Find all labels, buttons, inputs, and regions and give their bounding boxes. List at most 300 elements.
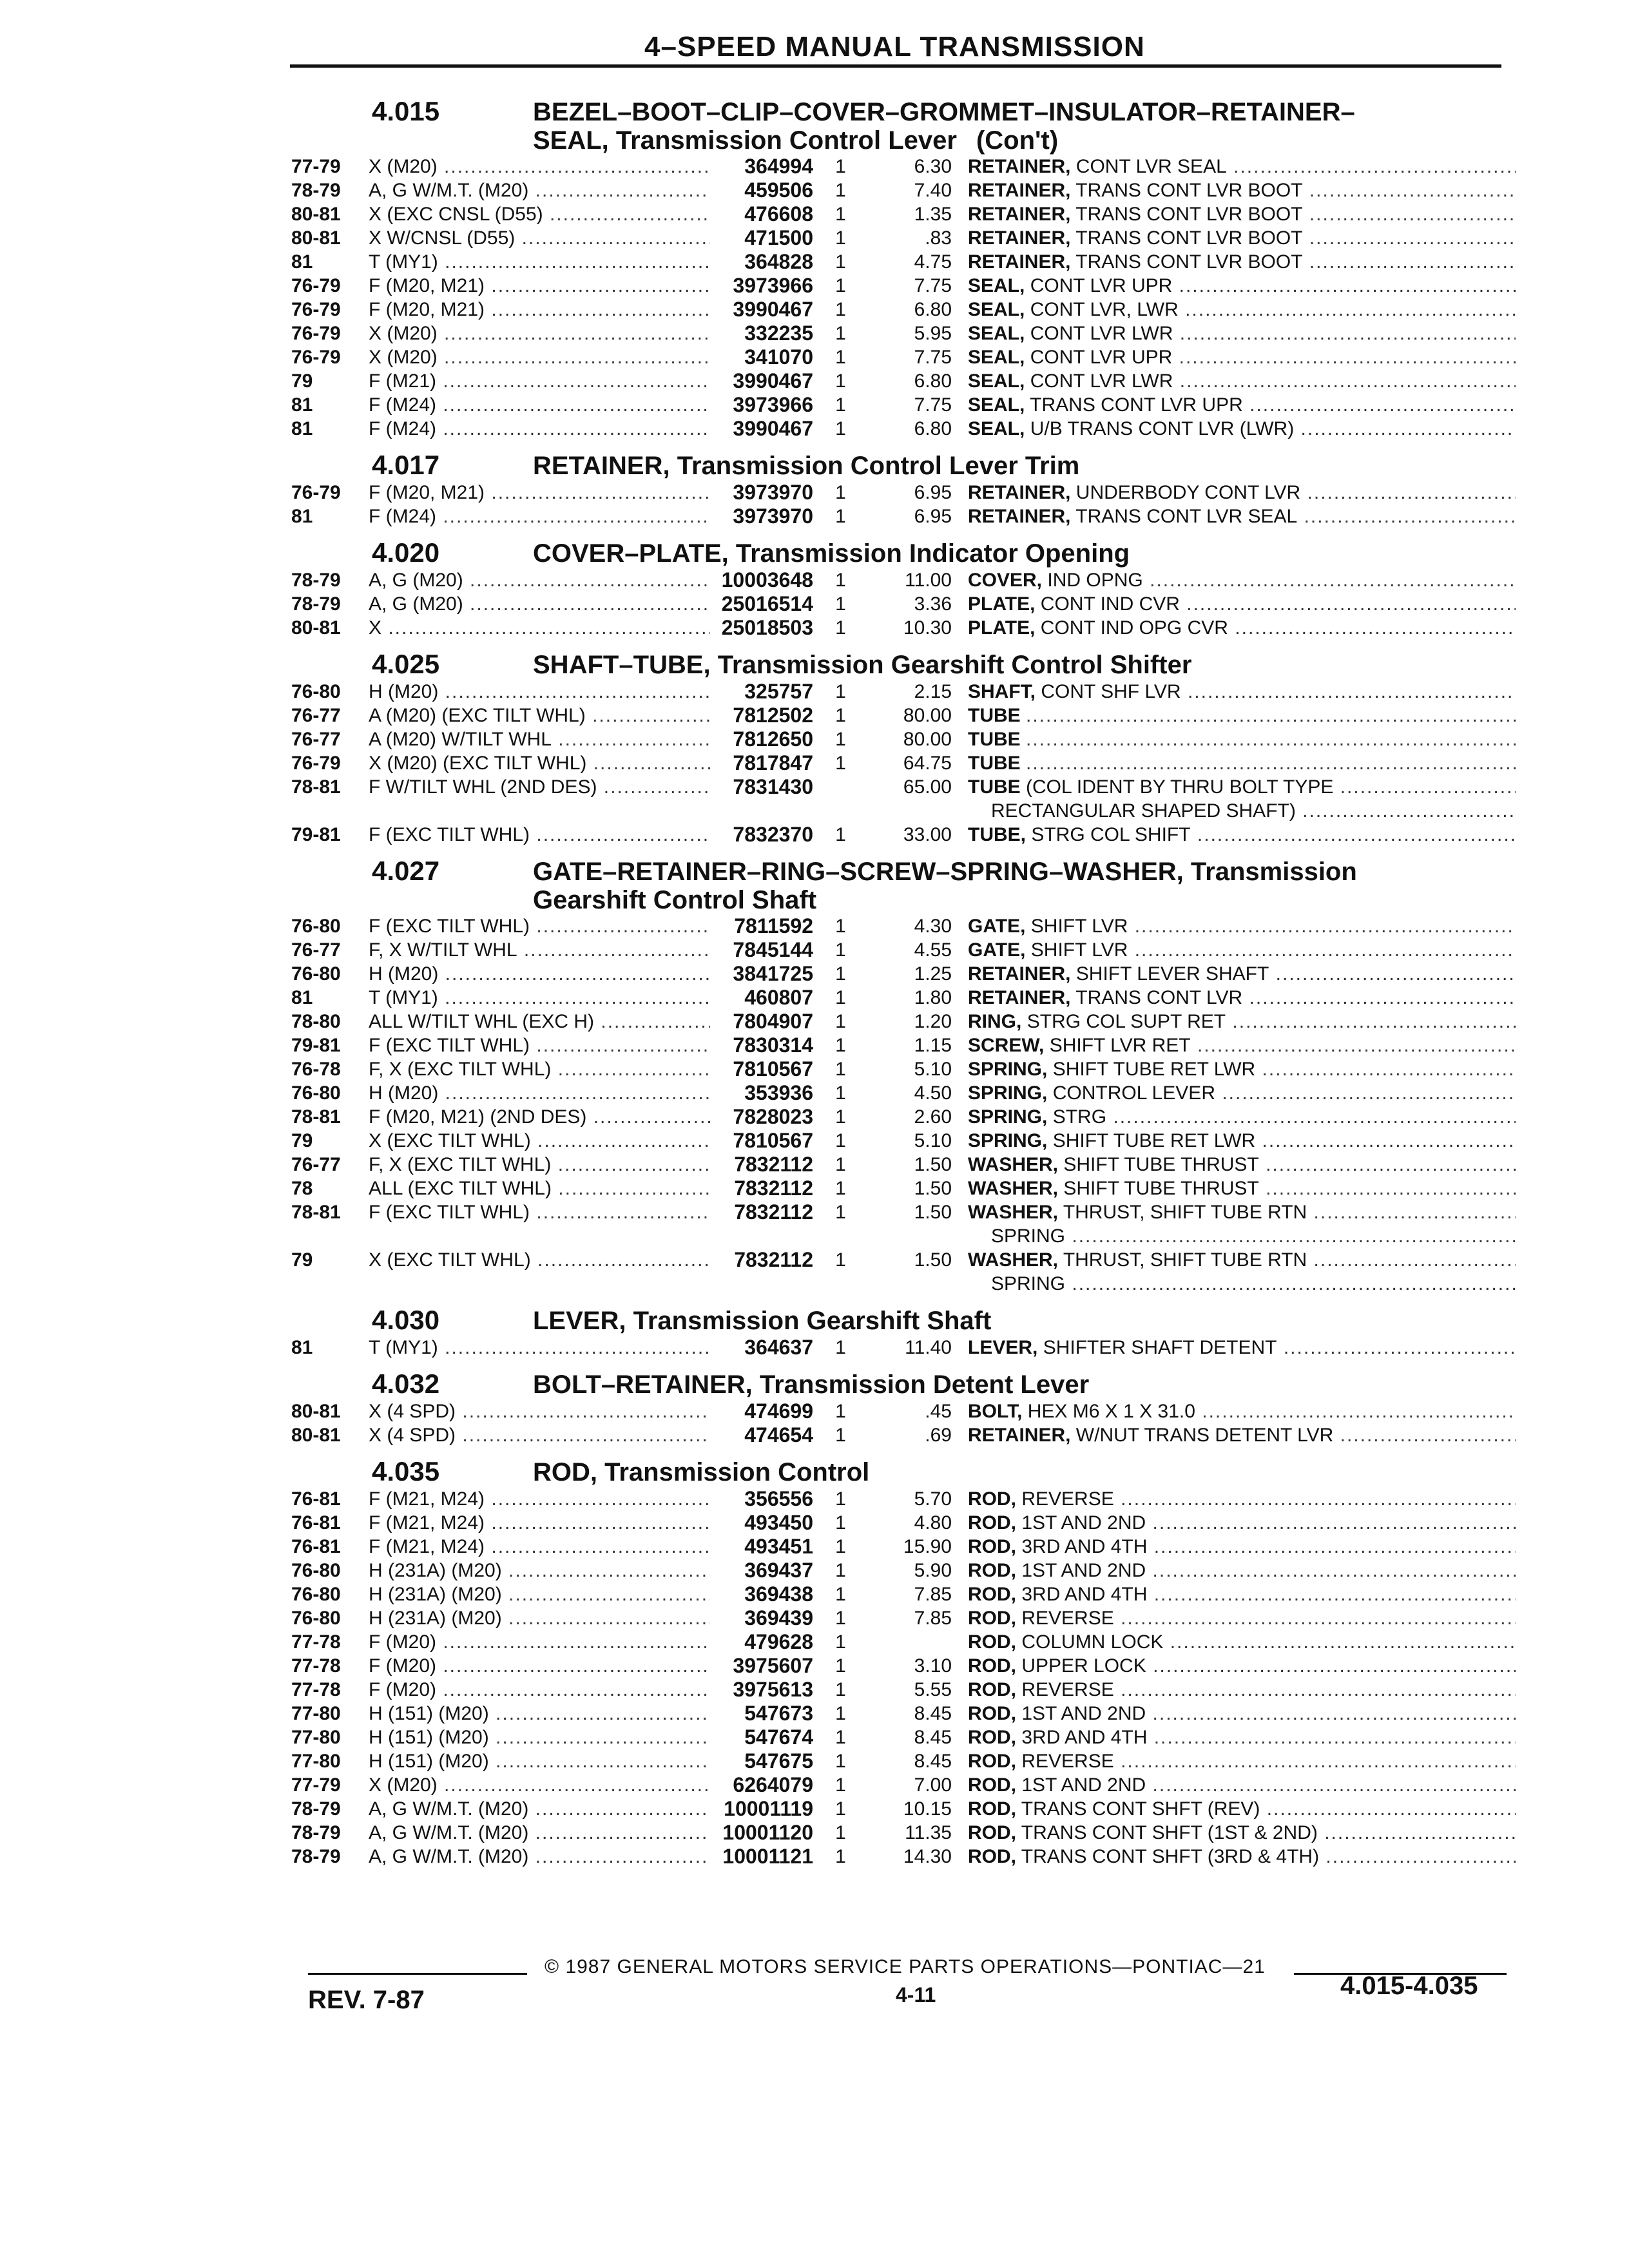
description-keyword: ROD, — [968, 1822, 1016, 1843]
section-4-015 — [291, 96, 1516, 441]
application: F (M24) ..... — [369, 505, 710, 528]
part-number: 369437 — [744, 1559, 813, 1582]
description-detail: UNDERBODY CONT LVR ..... — [1076, 482, 1516, 503]
price: 7.75 — [914, 347, 952, 368]
table-row — [291, 1821, 1516, 1845]
section-4-020 — [291, 537, 1516, 640]
price: 6.80 — [914, 418, 952, 439]
application: F (M21, M24) ..... — [369, 1535, 710, 1559]
quantity: 1 — [835, 1631, 846, 1653]
description-keyword: ROD, — [968, 1774, 1016, 1796]
quantity: 1 — [835, 1106, 846, 1128]
table-row — [291, 1582, 1516, 1606]
description-keyword: ROD, — [968, 1655, 1016, 1677]
section-title-line — [533, 452, 1079, 480]
page-title: 4–SPEED MANUAL TRANSMISSION — [644, 31, 1145, 62]
description — [968, 1725, 1516, 1749]
model-years: 76-80 — [291, 681, 341, 702]
section-4-027 — [291, 856, 1516, 1296]
table-row — [291, 616, 1516, 640]
description — [968, 1105, 1516, 1129]
application: F (M20, M21) ..... — [369, 481, 710, 505]
section-subject: Transmission Gearshift Control Shifter — [717, 651, 1192, 679]
description-detail: 1ST AND 2ND ..... — [1021, 1703, 1516, 1724]
section-4-030 — [291, 1305, 1516, 1360]
section-number: 4.015 — [372, 96, 440, 126]
description-keyword: SPRING, — [968, 1082, 1048, 1104]
description-keyword: ROD, — [968, 1512, 1016, 1533]
application: F (EXC TILT WHL) ..... — [369, 823, 710, 847]
section-subject: Transmission Detent Lever — [759, 1370, 1090, 1399]
description-detail — [1026, 705, 1516, 726]
price: 5.70 — [914, 1488, 952, 1510]
description-keyword: TUBE — [968, 729, 1021, 750]
model-years: 76-80 — [291, 1560, 341, 1581]
model-years: 76-77 — [291, 705, 341, 726]
quantity: 1 — [835, 1536, 846, 1557]
model-years: 76-79 — [291, 347, 341, 368]
quantity: 1 — [835, 570, 846, 591]
copyright-notice: © 1987 GENERAL MOTORS SERVICE PARTS OPERATIONS—PONTIAC—21 — [545, 1956, 1266, 1977]
price: 3.10 — [914, 1655, 952, 1677]
model-years: 76-80 — [291, 963, 341, 985]
description-detail: THRUST, SHIFT TUBE RTN ..... — [1063, 1202, 1516, 1223]
description — [968, 250, 1516, 274]
application: F (EXC TILT WHL) ..... — [369, 1033, 710, 1057]
description-keyword: WASHER, — [968, 1202, 1059, 1223]
model-years: 79-81 — [291, 1035, 341, 1056]
description — [968, 1702, 1516, 1725]
continued-label: (Con't) — [976, 126, 1059, 155]
model-years: 77-80 — [291, 1727, 341, 1748]
description-keyword: SEAL, — [968, 299, 1025, 320]
table-row — [291, 1511, 1516, 1535]
description — [968, 322, 1516, 345]
price: 7.75 — [914, 394, 952, 416]
description-detail: TRANS CONT LVR BOOT ..... — [1075, 251, 1516, 273]
description-keyword: ROD, — [968, 1798, 1016, 1820]
table-row — [291, 775, 1516, 823]
description-detail: SHIFT LVR ..... — [1031, 916, 1516, 937]
price: 11.40 — [905, 1337, 952, 1358]
section-title-line — [533, 1370, 1089, 1399]
section-key-parts: LEVER, — [533, 1307, 626, 1335]
model-years: 78-81 — [291, 1202, 341, 1223]
quantity: 1 — [835, 394, 846, 416]
table-row — [291, 1797, 1516, 1821]
section-title-line — [533, 539, 1130, 568]
section-number: 4.017 — [372, 450, 440, 480]
model-years: 81 — [291, 1337, 313, 1358]
part-number: 7828023 — [733, 1105, 813, 1128]
model-years: 78-81 — [291, 1106, 341, 1128]
table-row — [291, 1702, 1516, 1725]
description-detail: SHIFT LVR ..... — [1031, 939, 1516, 961]
description-keyword: GATE, — [968, 916, 1026, 937]
quantity: 1 — [835, 1130, 846, 1151]
table-row — [291, 1535, 1516, 1559]
model-years: 77-79 — [291, 1774, 341, 1796]
table-row — [291, 1200, 1516, 1248]
quantity: 1 — [835, 1488, 846, 1510]
price: 10.30 — [903, 617, 952, 639]
application: ALL (EXC TILT WHL) ..... — [369, 1177, 710, 1200]
section-title — [533, 651, 1191, 679]
part-number: 474654 — [744, 1423, 813, 1446]
header-rule — [290, 64, 1501, 68]
table-row — [291, 592, 1516, 616]
price: .83 — [925, 227, 952, 249]
table-row — [291, 1248, 1516, 1296]
quantity: 1 — [835, 323, 846, 344]
application: H (231A) (M20) ..... — [369, 1606, 710, 1630]
section-key-parts: BEZEL–BOOT–CLIP–COVER–GROMMET–INSULATOR–RETAINER– — [533, 98, 1355, 126]
section-key-parts: BOLT–RETAINER, — [533, 1370, 753, 1399]
description-keyword: SEAL, — [968, 370, 1025, 392]
description-keyword: RETAINER, — [968, 963, 1071, 985]
section-number: 4.027 — [372, 856, 440, 886]
section-heading — [291, 96, 1516, 155]
section-key-parts-2: SEAL, — [533, 126, 609, 155]
part-number: 10001119 — [724, 1797, 813, 1820]
description-keyword: RETAINER, — [968, 156, 1071, 177]
table-row — [291, 1057, 1516, 1081]
part-number: 369439 — [744, 1606, 813, 1629]
part-number: 7845144 — [733, 938, 813, 961]
quantity — [813, 775, 868, 823]
section-number: 4.020 — [372, 537, 440, 568]
description-keyword: TUBE — [968, 705, 1021, 726]
price: 7.40 — [914, 180, 952, 201]
description-detail: SHIFT LEVER SHAFT ..... — [1076, 963, 1516, 985]
description-detail: (COL IDENT BY THRU BOLT TYPE ..... — [1026, 776, 1516, 798]
description-detail: REVERSE ..... — [1021, 1608, 1516, 1629]
model-years: 80-81 — [291, 617, 341, 639]
table-row — [291, 914, 1516, 938]
application: H (151) (M20) ..... — [369, 1749, 710, 1773]
description-detail: COLUMN LOCK ..... — [1021, 1631, 1516, 1653]
section-title-line — [533, 1458, 869, 1486]
quantity: 1 — [835, 506, 846, 527]
description — [968, 592, 1516, 616]
section-key-parts: SHAFT–TUBE, — [533, 651, 711, 679]
table-row — [291, 680, 1516, 704]
description — [968, 1678, 1516, 1702]
page-number: 4-11 — [896, 1983, 936, 2006]
description — [968, 1033, 1516, 1057]
part-number: 547673 — [744, 1702, 813, 1725]
table-row — [291, 986, 1516, 1010]
quantity: 1 — [835, 370, 846, 392]
application: F (M24) ..... — [369, 393, 710, 417]
part-number: 7817847 — [733, 751, 813, 774]
application: ALL W/TILT WHL (EXC H) ..... — [369, 1010, 710, 1033]
quantity: 1 — [835, 824, 846, 845]
description-detail: THRUST, SHIFT TUBE RTN ..... — [1063, 1249, 1516, 1271]
quantity: 1 — [835, 227, 846, 249]
description-keyword: RETAINER, — [968, 180, 1071, 201]
description-keyword: ROD, — [968, 1560, 1016, 1581]
application: F, X (EXC TILT WHL) ..... — [369, 1057, 710, 1081]
description — [968, 1582, 1516, 1606]
description-detail: TRANS CONT LVR BOOT ..... — [1075, 180, 1516, 201]
application: A, G W/M.T. (M20) ..... — [369, 1845, 710, 1869]
table-row — [291, 322, 1516, 345]
description — [968, 298, 1516, 322]
application: F W/TILT WHL (2ND DES) ..... — [369, 775, 710, 823]
quantity: 1 — [835, 1608, 846, 1629]
section-title — [533, 452, 1079, 480]
quantity: 1 — [835, 1202, 846, 1223]
part-number: 7810567 — [733, 1057, 813, 1081]
table-row — [291, 417, 1516, 441]
description-detail: CONT LVR LWR ..... — [1030, 370, 1516, 392]
price: 1.50 — [914, 1154, 952, 1175]
price: 11.35 — [905, 1822, 952, 1843]
price: 64.75 — [903, 753, 952, 774]
quantity: 1 — [835, 204, 846, 225]
description — [968, 345, 1516, 369]
description-detail: SHIFT TUBE RET LWR ..... — [1053, 1059, 1516, 1080]
description-detail: SHIFT TUBE THRUST ..... — [1063, 1178, 1516, 1199]
description-keyword: ROD, — [968, 1608, 1016, 1629]
part-number: 364828 — [744, 250, 813, 273]
application: A (M20) W/TILT WHL ..... — [369, 727, 710, 751]
application: T (MY1) ..... — [369, 986, 710, 1010]
table-row — [291, 568, 1516, 592]
table-row — [291, 202, 1516, 226]
table-row — [291, 369, 1516, 393]
section-number: 4.030 — [372, 1305, 440, 1335]
description-detail: CONT LVR LWR ..... — [1030, 323, 1516, 344]
description — [968, 1248, 1516, 1296]
description-keyword: SEAL, — [968, 275, 1025, 296]
description-keyword: SEAL, — [968, 394, 1025, 416]
quantity: 1 — [835, 1059, 846, 1080]
part-number: 7810567 — [733, 1129, 813, 1152]
quantity: 1 — [835, 1655, 846, 1677]
description-detail: CONT LVR SEAL ..... — [1076, 156, 1516, 177]
application: F (M21) ..... — [369, 369, 710, 393]
model-years: 78-80 — [291, 1011, 341, 1032]
section-heading — [291, 537, 1516, 568]
description-detail — [1026, 729, 1516, 750]
price: 6.80 — [914, 370, 952, 392]
description-keyword: ROD, — [968, 1631, 1016, 1653]
description-detail: REVERSE ..... — [1021, 1679, 1516, 1700]
quantity: 1 — [835, 1401, 846, 1422]
description-keyword: SPRING, — [968, 1059, 1048, 1080]
table-row — [291, 938, 1516, 962]
table-row — [291, 1559, 1516, 1582]
price: 7.00 — [914, 1774, 952, 1796]
description-keyword: RETAINER, — [968, 204, 1071, 225]
part-number: 471500 — [744, 226, 813, 249]
model-years: 76-81 — [291, 1512, 341, 1533]
table-row — [291, 1105, 1516, 1129]
application: X (EXC TILT WHL) ..... — [369, 1129, 710, 1153]
model-years: 76-79 — [291, 299, 341, 320]
quantity: 1 — [835, 1425, 846, 1446]
price: 2.60 — [914, 1106, 952, 1128]
description — [968, 155, 1516, 178]
section-heading — [291, 1369, 1516, 1399]
application: A, G (M20) ..... — [369, 568, 710, 592]
table-row — [291, 1773, 1516, 1797]
section-subject: Transmission Control Lever Trim — [677, 452, 1080, 480]
description — [968, 1559, 1516, 1582]
section-subject: Transmission Gearshift Shaft — [633, 1307, 992, 1335]
application: X W/CNSL (D55) ..... — [369, 226, 710, 250]
application: F (M21, M24) ..... — [369, 1511, 710, 1535]
model-years: 76-81 — [291, 1536, 341, 1557]
section-key-parts: GATE–RETAINER–RING–SCREW–SPRING–WASHER, — [533, 858, 1184, 886]
table-row — [291, 481, 1516, 505]
description-keyword: RING, — [968, 1011, 1022, 1032]
model-years: 78-79 — [291, 1822, 341, 1843]
description-keyword: SEAL, — [968, 418, 1025, 439]
application: T (MY1) ..... — [369, 250, 710, 274]
description-detail — [1026, 753, 1516, 774]
application: X (M20) ..... — [369, 345, 710, 369]
part-number: 3841725 — [733, 962, 813, 985]
application: X (4 SPD) ..... — [369, 1399, 710, 1423]
description — [968, 727, 1516, 751]
description-detail: 1ST AND 2ND ..... — [1021, 1774, 1516, 1796]
table-row — [291, 345, 1516, 369]
section-key-parts: COVER–PLATE, — [533, 539, 729, 568]
quantity: 1 — [835, 180, 846, 201]
part-number: 7812650 — [733, 727, 813, 751]
description-detail: TRANS CONT LVR BOOT ..... — [1075, 204, 1516, 225]
description-detail: REVERSE ..... — [1021, 1751, 1516, 1772]
section-title — [533, 1307, 991, 1335]
model-years: 81 — [291, 394, 313, 416]
price: 5.90 — [914, 1560, 952, 1581]
model-years: 77-80 — [291, 1703, 341, 1724]
description-keyword: SPRING, — [968, 1106, 1048, 1128]
model-years: 76-80 — [291, 1608, 341, 1629]
description-detail: U/B TRANS CONT LVR (LWR) ..... — [1030, 418, 1516, 439]
application: X (EXC TILT WHL) ..... — [369, 1248, 710, 1296]
table-row — [291, 505, 1516, 528]
table-row — [291, 1654, 1516, 1678]
description-keyword: COVER, — [968, 570, 1043, 591]
part-number: 7812502 — [733, 704, 813, 727]
price: 1.50 — [914, 1249, 952, 1271]
price: 4.50 — [914, 1082, 952, 1104]
price: 6.30 — [914, 156, 952, 177]
section-subject: Transmission — [1190, 858, 1357, 886]
description — [968, 1200, 1516, 1248]
description-detail: TRANS CONT SHFT (1ST & 2ND) ..... — [1021, 1822, 1516, 1843]
price: 80.00 — [903, 705, 952, 726]
model-years: 81 — [291, 506, 313, 527]
description-keyword: RETAINER, — [968, 251, 1071, 273]
description-detail: SHIFT TUBE THRUST ..... — [1063, 1154, 1516, 1175]
application: X (M20) (EXC TILT WHL) ..... — [369, 751, 710, 775]
section-title-line — [533, 651, 1191, 679]
model-years: 78 — [291, 1178, 313, 1199]
quantity: 1 — [835, 617, 846, 639]
description — [968, 1797, 1516, 1821]
model-years: 81 — [291, 418, 313, 439]
part-number: 353936 — [744, 1081, 813, 1104]
part-number: 479628 — [744, 1630, 813, 1653]
description-keyword: RETAINER, — [968, 1425, 1071, 1446]
description-detail: CONT LVR UPR ..... — [1030, 275, 1516, 296]
section-key-parts: RETAINER, — [533, 452, 670, 480]
description — [968, 914, 1516, 938]
description-continued: SPRING ..... — [968, 1224, 1516, 1248]
section-subject-2: Gearshift Control Shaft — [533, 886, 817, 914]
model-years: 78-79 — [291, 1798, 341, 1820]
section-title — [533, 858, 1357, 914]
part-number: 460807 — [744, 986, 813, 1009]
price: 8.45 — [914, 1703, 952, 1724]
description-detail: SHIFT LVR RET ..... — [1050, 1035, 1516, 1056]
description — [968, 1010, 1516, 1033]
application: X (EXC CNSL (D55) ..... — [369, 202, 710, 226]
section-subject: Transmission Indicator Opening — [735, 539, 1130, 568]
application: X (M20) ..... — [369, 322, 710, 345]
price: 6.80 — [914, 299, 952, 320]
table-row — [291, 751, 1516, 775]
description-detail: TRANS CONT LVR ..... — [1075, 987, 1516, 1008]
model-years: 77-78 — [291, 1679, 341, 1700]
price — [868, 1630, 968, 1654]
section-title — [533, 1458, 869, 1486]
description-keyword: RETAINER, — [968, 987, 1071, 1008]
section-title — [533, 539, 1130, 568]
description — [968, 226, 1516, 250]
application: F (M20, M21) ..... — [369, 274, 710, 298]
description-keyword: RETAINER, — [968, 227, 1071, 249]
description-detail: CONT LVR UPR ..... — [1030, 347, 1516, 368]
application: X ..... — [369, 616, 710, 640]
description — [968, 1630, 1516, 1654]
model-years: 78-79 — [291, 593, 341, 615]
part-number: 341070 — [744, 345, 813, 369]
price: 65.00 — [903, 776, 952, 798]
application: F (M21, M24) ..... — [369, 1487, 710, 1511]
quantity: 1 — [835, 729, 846, 750]
section-title-line — [533, 858, 1357, 886]
application: F (M20) ..... — [369, 1654, 710, 1678]
application: H (231A) (M20) ..... — [369, 1559, 710, 1582]
price: 14.30 — [903, 1846, 952, 1867]
application: F (M20) ..... — [369, 1678, 710, 1702]
part-number: 3975607 — [733, 1654, 813, 1677]
price: 2.15 — [914, 681, 952, 702]
description — [968, 274, 1516, 298]
revision-label: REV. 7-87 — [308, 1986, 425, 2014]
quantity: 1 — [835, 1584, 846, 1605]
description-keyword: ROD, — [968, 1703, 1016, 1724]
quantity: 1 — [835, 1178, 846, 1199]
application: F (M20) ..... — [369, 1630, 710, 1654]
part-number: 3975613 — [733, 1678, 813, 1701]
quantity: 1 — [835, 1751, 846, 1772]
description — [968, 986, 1516, 1010]
part-number: 369438 — [744, 1582, 813, 1606]
price: 4.75 — [914, 251, 952, 273]
price: 7.75 — [914, 275, 952, 296]
price: 7.85 — [914, 1584, 952, 1605]
quantity: 1 — [835, 593, 846, 615]
price: 1.15 — [914, 1035, 952, 1056]
quantity: 1 — [835, 156, 846, 177]
